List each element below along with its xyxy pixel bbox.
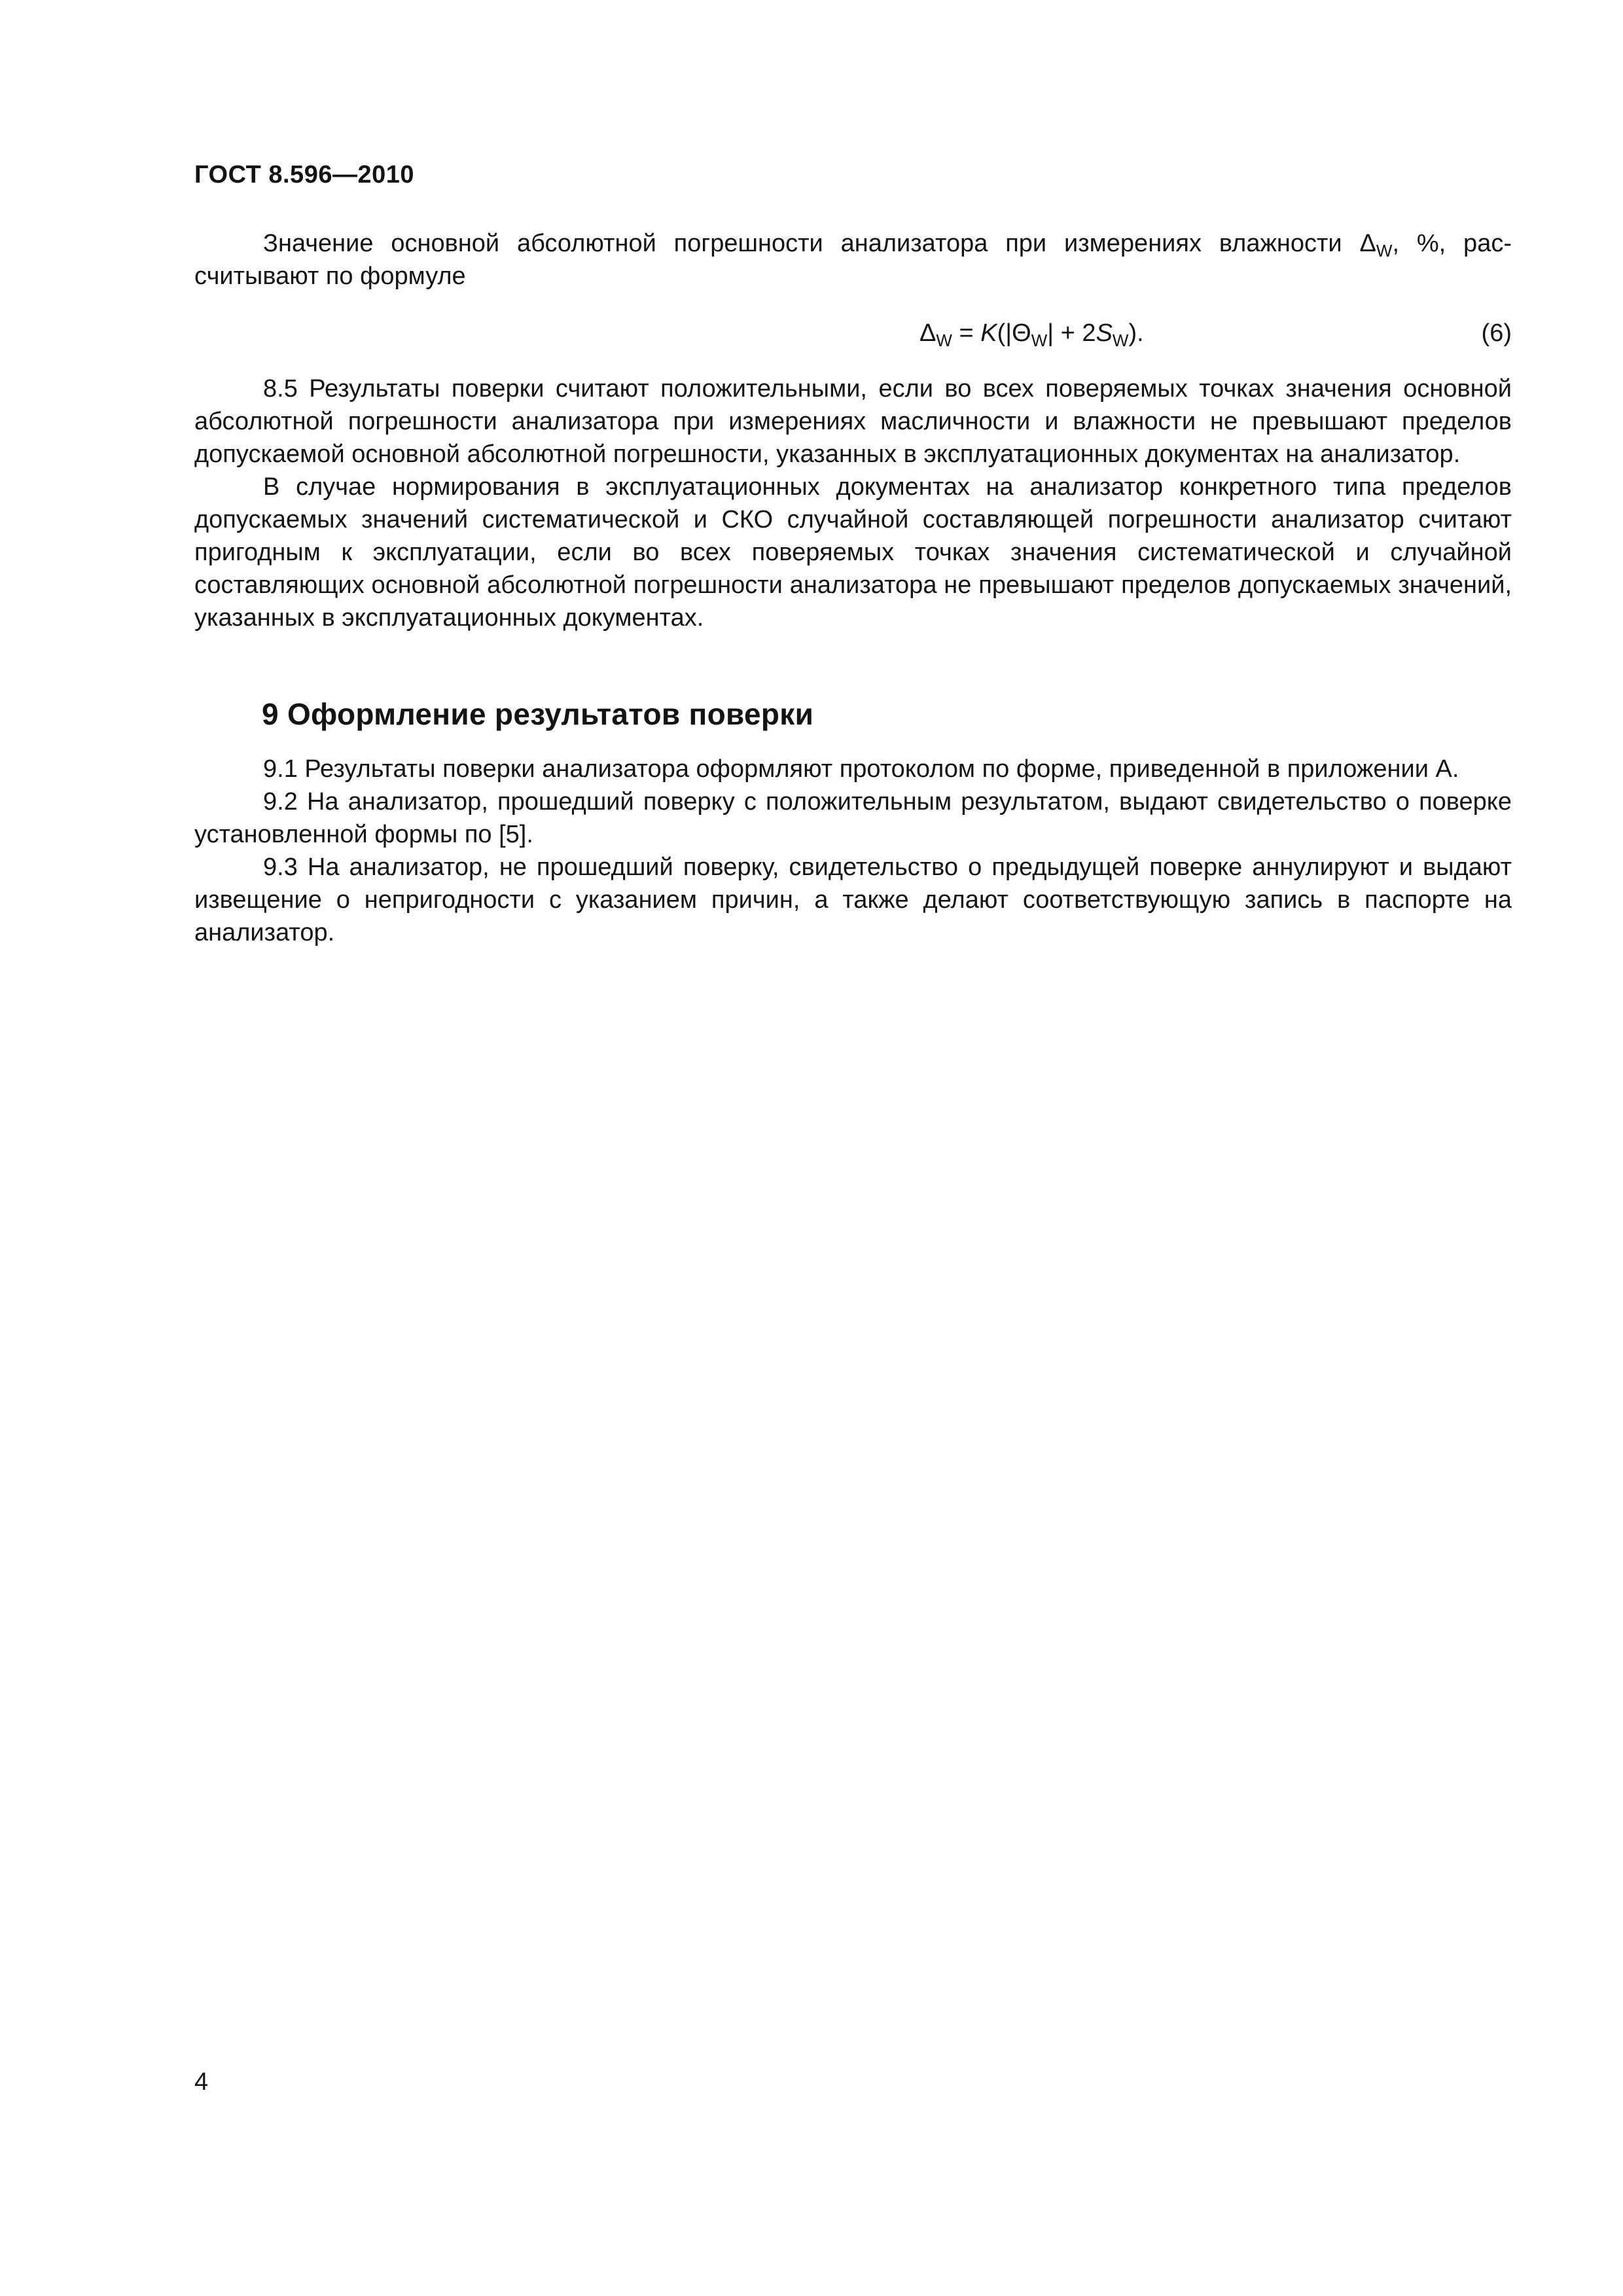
section-9-title: 9 Оформление результатов поверки xyxy=(262,697,814,731)
formula-6 xyxy=(194,317,1512,350)
intro-text: Значение основной абсолютной погрешности анализатора при измерениях влажности $\Delta_W$, %, рассчитывают по формуле xyxy=(194,230,1512,290)
paragraph-8-5: 8.5 Результаты поверки считают положительными, если во всех поверяемых точках значения основной абсолютной погрешности анализатора при измерениях масличности и влажности не превышают пределов допускаемой основной абсолютной погрешности, указанных в эксплуатационных документах на анализатор. xyxy=(194,375,1512,468)
formula-number: (6) xyxy=(1481,319,1512,347)
page-number: 4 xyxy=(194,2068,209,2096)
intro-paragraph xyxy=(194,227,1512,293)
section-8-paragraphs xyxy=(194,372,1512,634)
document-code-header: ГОСТ 8.596—2010 xyxy=(194,161,414,188)
paragraph-9-1: 9.1 Результаты поверки анализатора оформляют протоколом по форме, приведенной в приложении А. xyxy=(263,755,1459,783)
formula-expression: $\Delta_W = K(|\Theta_W| + 2S_W)$. xyxy=(919,319,1144,350)
section-9-paragraphs xyxy=(194,753,1512,949)
paragraph-9-2: 9.2 На анализатор, прошедший поверку с положительным результатом, выдают свидетельство о поверке установленной формы по [5]. xyxy=(194,788,1512,848)
paragraph-8-5-continued: В случае нормирования в эксплуатационных документах на анализатор конкретного типа пределов допускаемых значений систематической и СКО случайной составляющей погрешности анализатор считают пригодным к эксплуатации, если во всех поверяемых точках значения систематической и случайной составляющих основной абсолютной погрешности анализатора не превышают пределов допускаемых значений, указанных в эксплуатационных документах. xyxy=(194,473,1512,632)
paragraph-9-3: 9.3 На анализатор, не прошедший поверку, свидетельство о предыдущей поверке аннулируют и выдают извещение о непригодности с указанием причин, а также делают соответствующую запись в паспорте на анализатор. xyxy=(194,853,1512,946)
delta-symbol: Δ xyxy=(1359,230,1376,257)
